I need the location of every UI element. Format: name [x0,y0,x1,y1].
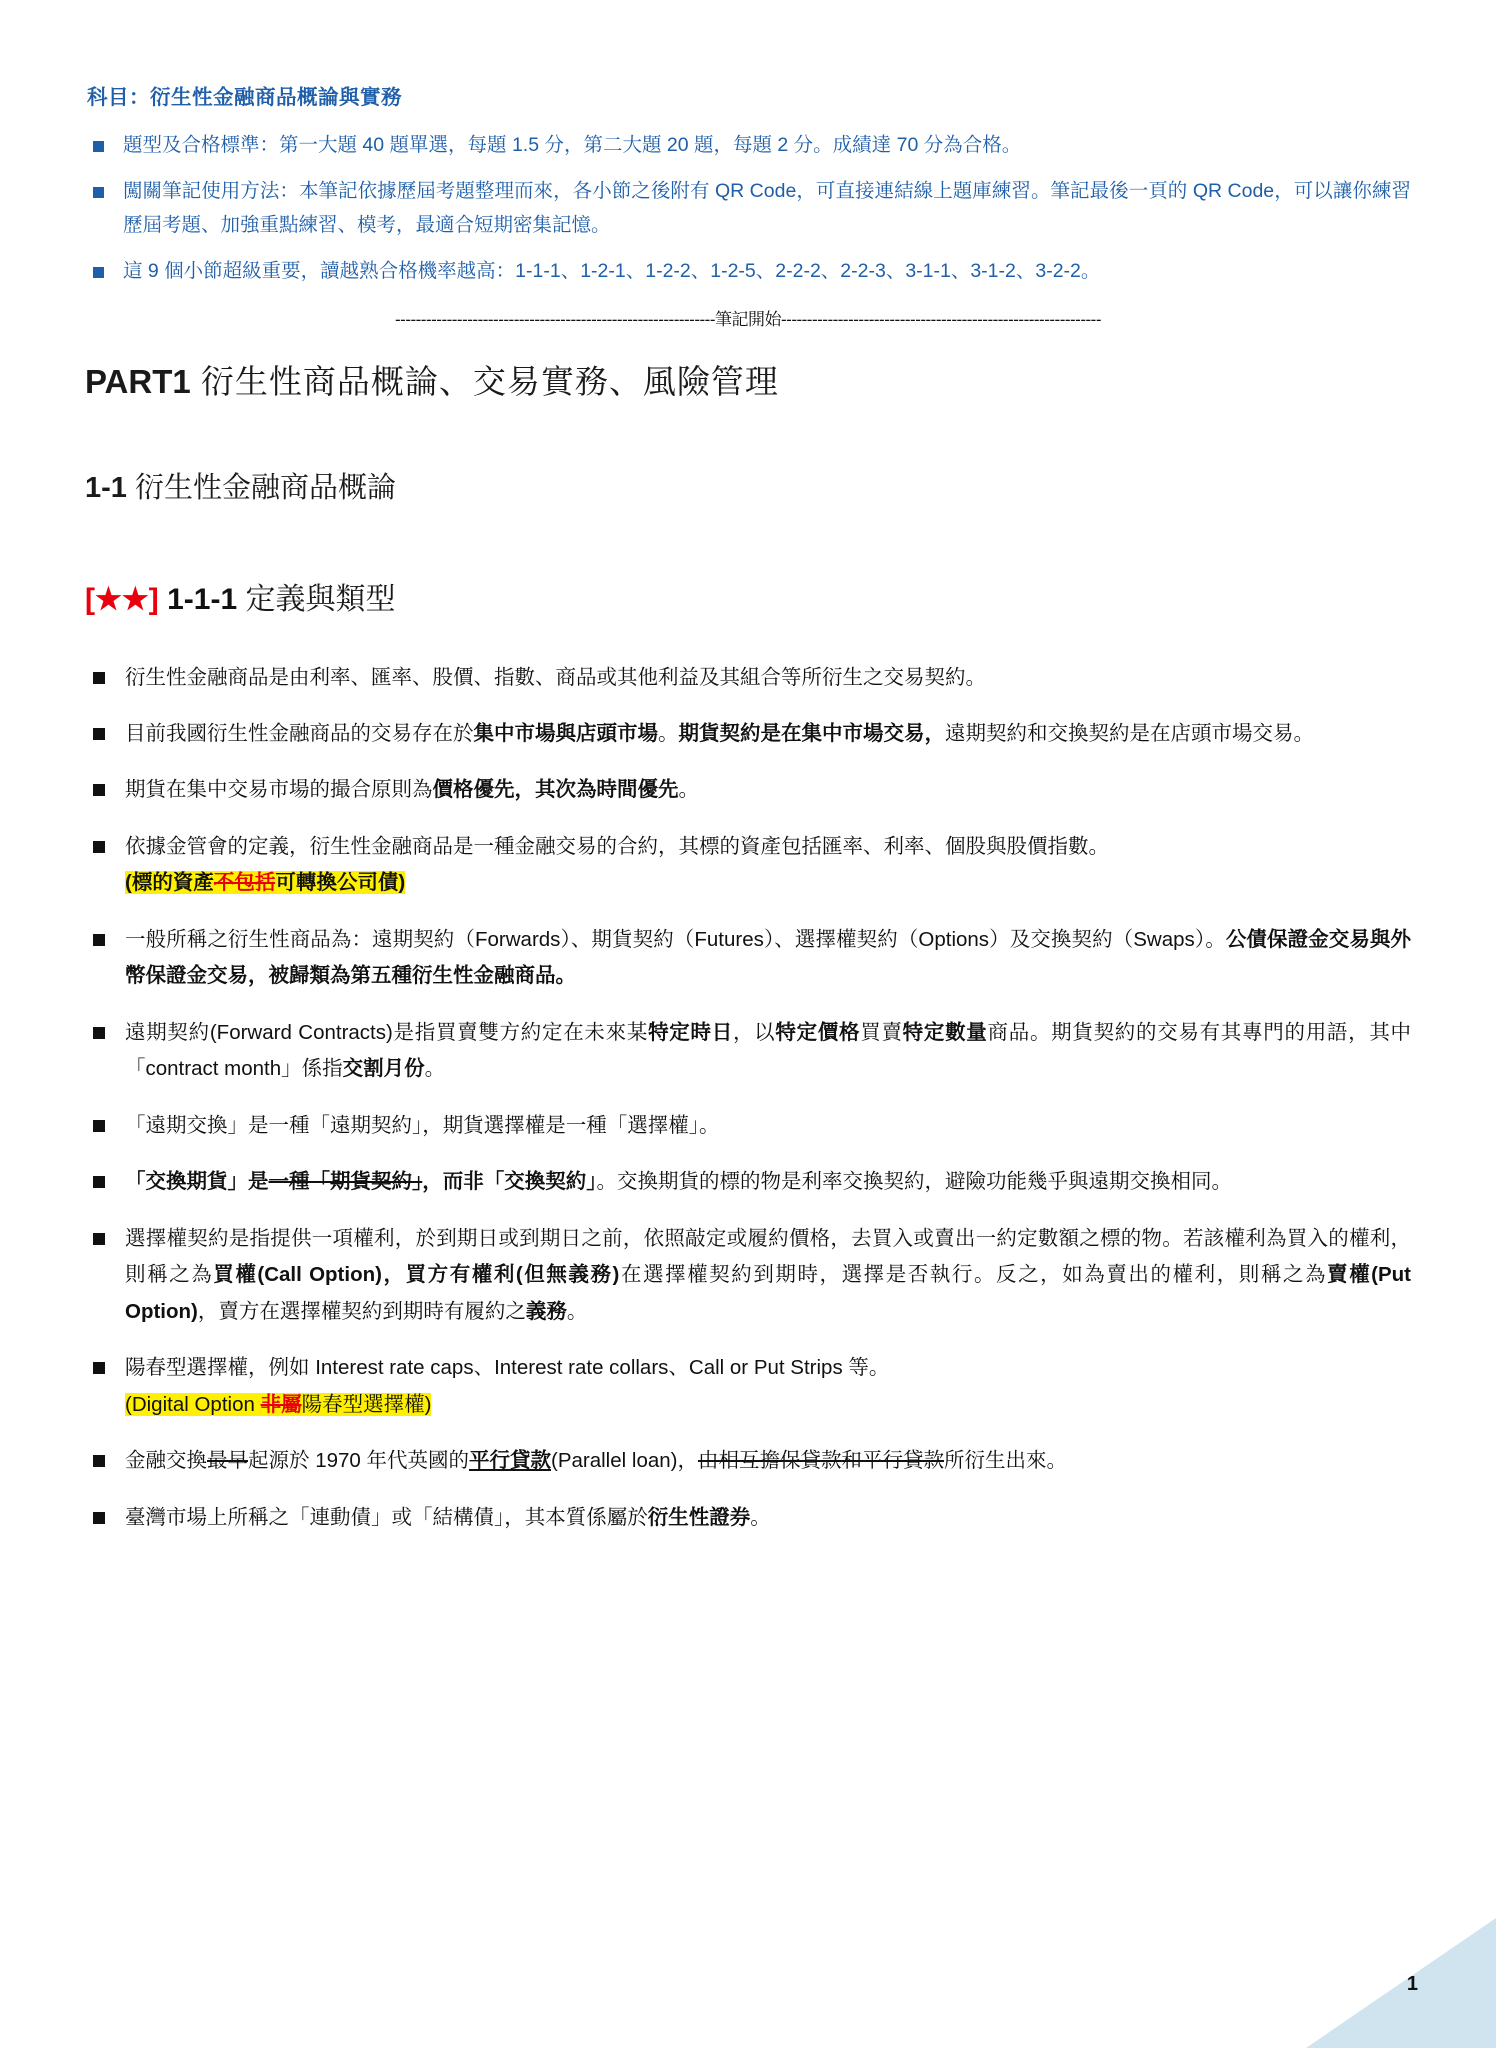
content-bullet-text: 期貨契約是在集中市場交易， [678,721,945,745]
section-number: 1-1 [85,471,127,504]
section-heading [85,465,1411,506]
content-bullet-item [85,1015,1411,1088]
content-bullet-text: 價格優先，其次為時間優先 [432,778,679,802]
content-bullet-text: 陽春型選擇權) [301,1392,432,1416]
content-bullet-item [85,772,1411,808]
content-bullet-text: ，賣方在選擇權契約到期時有履約之 [197,1299,526,1323]
square-bullet-icon [93,672,105,684]
content-bullet-text: 特定時日 [648,1020,733,1044]
content-bullet-text: 選擇權契約是指提供一項權利，於到期日或到期日之前，依照敲定或履約價格，去買入或賣出一約定數額之標的物。若該權利為買入的權利，則稱之為 [125,1226,1411,1287]
content-bullet-list [85,660,1411,1537]
content-bullet-item [85,922,1411,995]
content-bullet-text: 平行貸款 [469,1449,551,1473]
content-bullet-text: ，而非「交換契約」 [422,1170,597,1194]
content-bullet-text: 「交換期貨」是 [125,1170,269,1194]
subsection-number: 1-1-1 [167,582,238,616]
content-bullet-item [85,1164,1411,1200]
part-heading [85,356,1411,403]
content-bullet-text: 集中市場與店頭市場 [473,721,658,745]
content-bullet-text: 。 [566,1299,588,1323]
square-bullet-icon [93,934,105,946]
header-bullet-item [85,254,1411,288]
square-bullet-icon [93,141,104,152]
content-bullet-text: 。交換期貨的標的物是利率交換契約，避險功能幾乎與遠期交換相同。 [596,1170,1232,1194]
header-bullet-text: 這 9 個小節超級重要，讀越熟合格機率越高：1-1-1、1-2-1、1-2-2、1-2-5、2-2-2、2-2-3、3-1-1、3-1-2、3-2-2。 [123,260,1101,283]
content-bullet-text: 。 [750,1505,771,1529]
content-bullet-text: 義務 [525,1299,567,1323]
square-bullet-icon [93,1512,105,1524]
content-bullet-text: 依據金管會的定義，衍生性金融商品是一種金融交易的合約，其標的資產包括匯率、利率、個股與股價指數。 [125,834,1109,858]
subject-line: 科目：衍生性金融商品概論與實務 [87,86,402,109]
corner-decoration [1306,1918,1496,2048]
content-bullet-item [85,1108,1411,1144]
content-bullet-text: 特定數量 [902,1020,988,1044]
page-number: 1 [1406,1973,1418,1995]
content-bullet-text: 商品。期貨契約的交易有其專門的用語，其中「contract month」係指 [125,1020,1412,1081]
content-bullet-text: 遠期契約(Forward Contracts)是指買賣雙方約定在未來某 [125,1020,649,1044]
content-bullet-text: (Digital Option [125,1392,261,1416]
content-bullet-text: 起源於 1970 年代英國的 [248,1449,469,1473]
square-bullet-icon [93,267,104,278]
content-bullet-text: 所衍生出來。 [943,1449,1067,1473]
subsection-title: 定義與類型 [245,582,396,616]
content-bullet-text: 一般所稱之衍生性商品為：遠期契約（Forwards）、期貨契約（Futures）、選擇權契約（Options）及交換契約（Swaps）。 [125,927,1226,951]
content-bullet-text: 最早 [207,1449,248,1473]
content-bullet-text: 金融交換 [125,1449,207,1473]
content-bullet-text: 買權(Call Option)，買方有權利(但無義務) [213,1263,620,1287]
content-bullet-text: 衍生性金融商品是由利率、匯率、股價、指數、商品或其他利益及其組合等所衍生之交易契約。 [125,665,986,689]
content-bullet-text: (Parallel loan)， [551,1449,698,1473]
square-bullet-icon [93,187,104,198]
section-divider [85,305,1411,330]
content-bullet-text: 陽春型選擇權，例如 Interest rate caps、Interest rate collars、Call or Put Strips 等。 [125,1356,890,1380]
content-bullet-item [85,829,1411,902]
square-bullet-icon [93,1120,105,1132]
header-bullet-text: 闖關筆記使用方法：本筆記依據歷屆考題整理而來，各小節之後附有 QR Code，可直接連結線上題庫練習。筆記最後一頁的 QR Code，可以讓你練習歷屆考題、加強重點練習、模考，最適合短期密集記憶。 [123,180,1411,237]
divider-label: 筆記開始 [715,309,781,329]
section-title: 衍生性金融商品概論 [134,471,396,504]
subsection-heading [85,574,1411,618]
content-bullet-item [85,1221,1411,1330]
content-bullet-text: 特定價格 [775,1020,861,1044]
header-bullet-item [85,174,1411,242]
content-bullet-item [85,660,1411,696]
divider-dashes-left: -------------------------------------------------------------- [395,309,715,329]
content-bullet-item [85,1443,1411,1479]
square-bullet-icon [93,784,105,796]
square-bullet-icon [93,728,105,740]
content-bullet-item [85,1350,1411,1423]
content-bullet-text: 衍生性證券 [647,1505,751,1529]
content-bullet-text: 在選擇權契約到期時，選擇是否執行。反之，如為賣出的權利，則稱之為 [619,1263,1328,1287]
content-bullet-text: 公債保證金交易與外幣保證金交易，被歸類為第五種衍生性金融商品。 [125,927,1412,988]
square-bullet-icon [93,1455,105,1467]
content-bullet-text: 期貨在集中交易市場的撮合原則為 [125,778,433,802]
content-bullet-text: 「遠期交換」是一種「遠期契約」，期貨選擇權是一種「選擇權」。 [125,1113,720,1137]
divider-dashes-right: -------------------------------------------------------------- [781,309,1101,329]
content-bullet-text: ，以 [732,1020,776,1044]
content-bullet-text: 不包括 [213,871,276,895]
header-bullet-item [85,128,1411,162]
content-bullet-text: 可轉換公司債) [275,871,406,895]
square-bullet-icon [93,1362,105,1374]
square-bullet-icon [93,1027,105,1039]
content-bullet-text: 一種「期貨契約」 [268,1170,423,1194]
content-bullet-text: 交割月份 [342,1057,425,1081]
content-bullet-item [85,716,1411,752]
content-bullet-text: 目前我國衍生性金融商品的交易存在於 [125,721,474,745]
star-rating-icon: [★★] [85,582,159,616]
content-bullet-text: 賣權(Put Option) [125,1263,1411,1323]
content-bullet-text: 遠期契約和交換契約是在店頭市場交易。 [945,721,1314,745]
content-bullet-text: 買賣 [860,1020,903,1044]
content-bullet-item [85,1500,1411,1536]
content-bullet-text: 。 [424,1057,446,1081]
square-bullet-icon [93,1233,105,1245]
content-bullet-text: 。 [658,721,679,745]
content-bullet-text: 。 [678,778,699,802]
content-bullet-text: 由相互擔保貸款和平行貸款 [697,1449,944,1473]
content-bullet-text: (標的資產 [125,871,214,895]
header-bullet-list [85,128,1411,289]
content-bullet-text: 臺灣市場上所稱之「連動債」或「結構債」，其本質係屬於 [125,1505,648,1529]
square-bullet-icon [93,1176,105,1188]
square-bullet-icon [93,841,105,853]
part-label: PART1 [85,362,191,400]
content-bullet-text: 非屬 [260,1392,302,1416]
header-bullet-text: 題型及合格標準：第一大題 40 題單選，每題 1.5 分，第二大題 20 題，每題 2 分。成績達 70 分為合格。 [123,134,1022,156]
part-title: 衍生性商品概論、交易實務、風險管理 [200,362,779,400]
